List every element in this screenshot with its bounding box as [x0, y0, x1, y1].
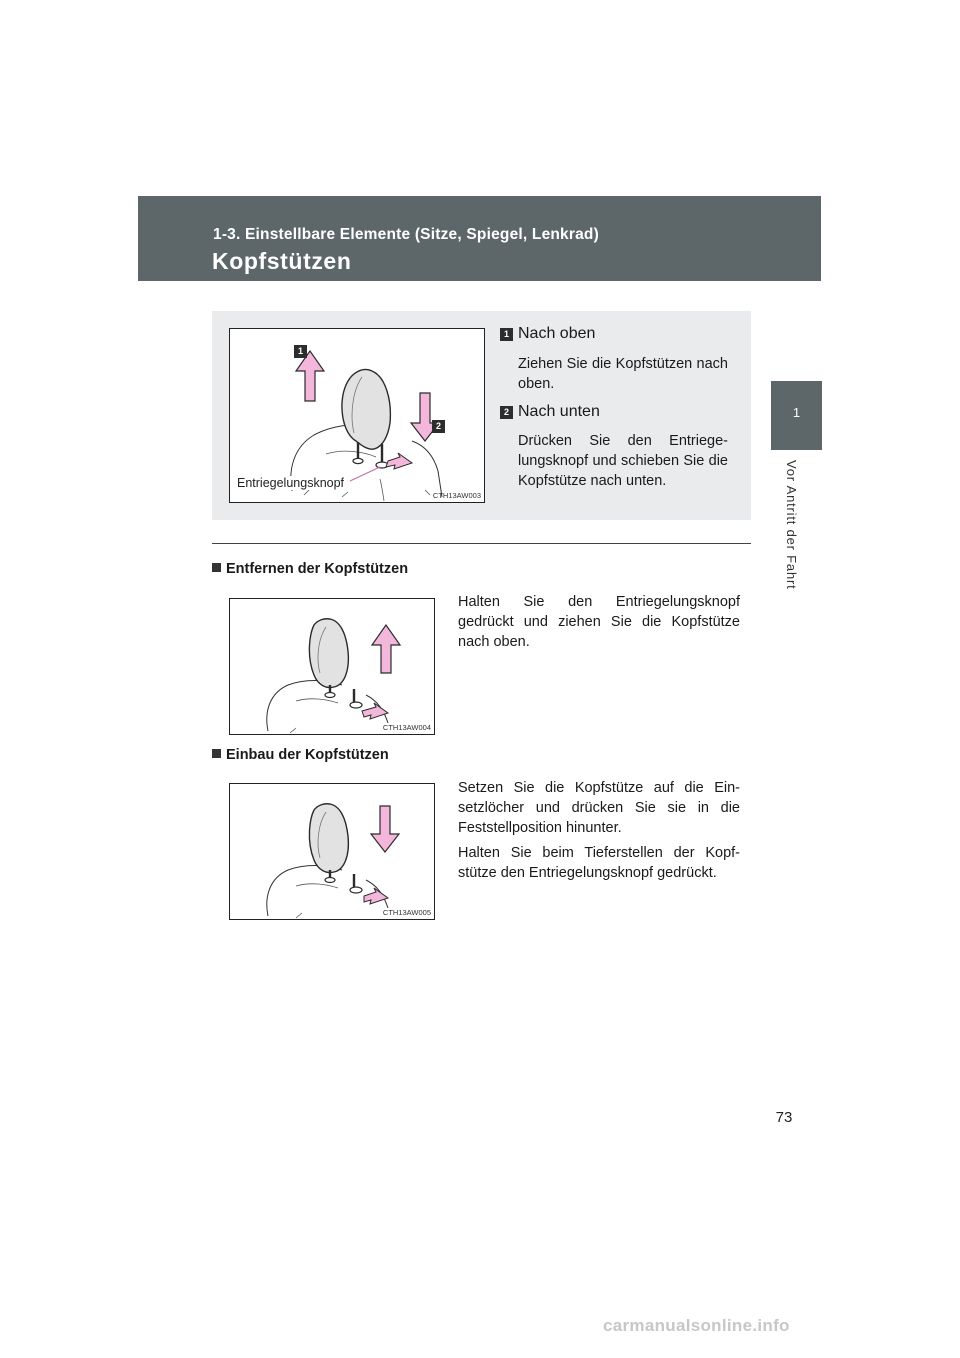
headrest-install-illustration	[230, 784, 435, 920]
release-button-label: Entriegelungsknopf	[237, 476, 345, 490]
step-text-up: Ziehen Sie die Kopfstützen nach oben.	[518, 356, 728, 392]
step-title-up: Nach oben	[518, 325, 596, 342]
figure-badge-1: 1	[294, 345, 307, 358]
removal-text: Halten Sie den Entriegelungsknopf gedrückt und ziehen Sie die Kopfstütze nach oben.	[458, 594, 740, 650]
figure-code: CTH13AW004	[382, 723, 431, 732]
headrest-remove-illustration	[230, 599, 435, 735]
page-number: 73	[775, 1109, 793, 1126]
removal-heading-text: Entfernen der Kopfstützen	[226, 561, 409, 577]
page-title: Kopfstützen	[212, 248, 352, 274]
chapter-title: Vor Antritt der Fahrt	[784, 460, 799, 590]
watermark: carmanualsonline.info	[603, 1316, 790, 1335]
step-badge-1: 1	[500, 328, 513, 341]
square-bullet-icon	[212, 563, 221, 572]
figure-remove-headrest	[229, 598, 435, 735]
square-bullet-icon	[212, 749, 221, 758]
figure-adjust-headrest	[229, 328, 485, 503]
figure-install-headrest	[229, 783, 435, 920]
figure-code: CTH13AW005	[382, 908, 431, 917]
step-text-down: Drücken Sie den Entriege- lungsknopf und schieben Sie die Kopfstütze nach unten.	[518, 433, 728, 489]
figure-badge-2: 2	[432, 420, 445, 433]
installation-heading-text: Einbau der Kopfstützen	[226, 747, 389, 763]
chapter-number: 1	[792, 405, 801, 420]
installation-heading	[212, 747, 389, 763]
step-badge-2: 2	[500, 406, 513, 419]
removal-heading	[212, 561, 408, 577]
installation-text-2: Halten Sie beim Tieferstellen der Kopf- stütze den Entriegelungsknopf gedrückt.	[458, 845, 740, 881]
section-divider	[212, 543, 751, 544]
section-breadcrumb: 1-3. Einstellbare Elemente (Sitze, Spiegel, Lenkrad)	[213, 226, 599, 243]
installation-text-1: Setzen Sie die Kopfstütze auf die Ein- setzlöcher und drücken Sie sie in die Feststellposition hinunter.	[458, 780, 740, 836]
step-title-down: Nach unten	[518, 403, 600, 420]
figure-code: CTH13AW003	[432, 491, 481, 500]
